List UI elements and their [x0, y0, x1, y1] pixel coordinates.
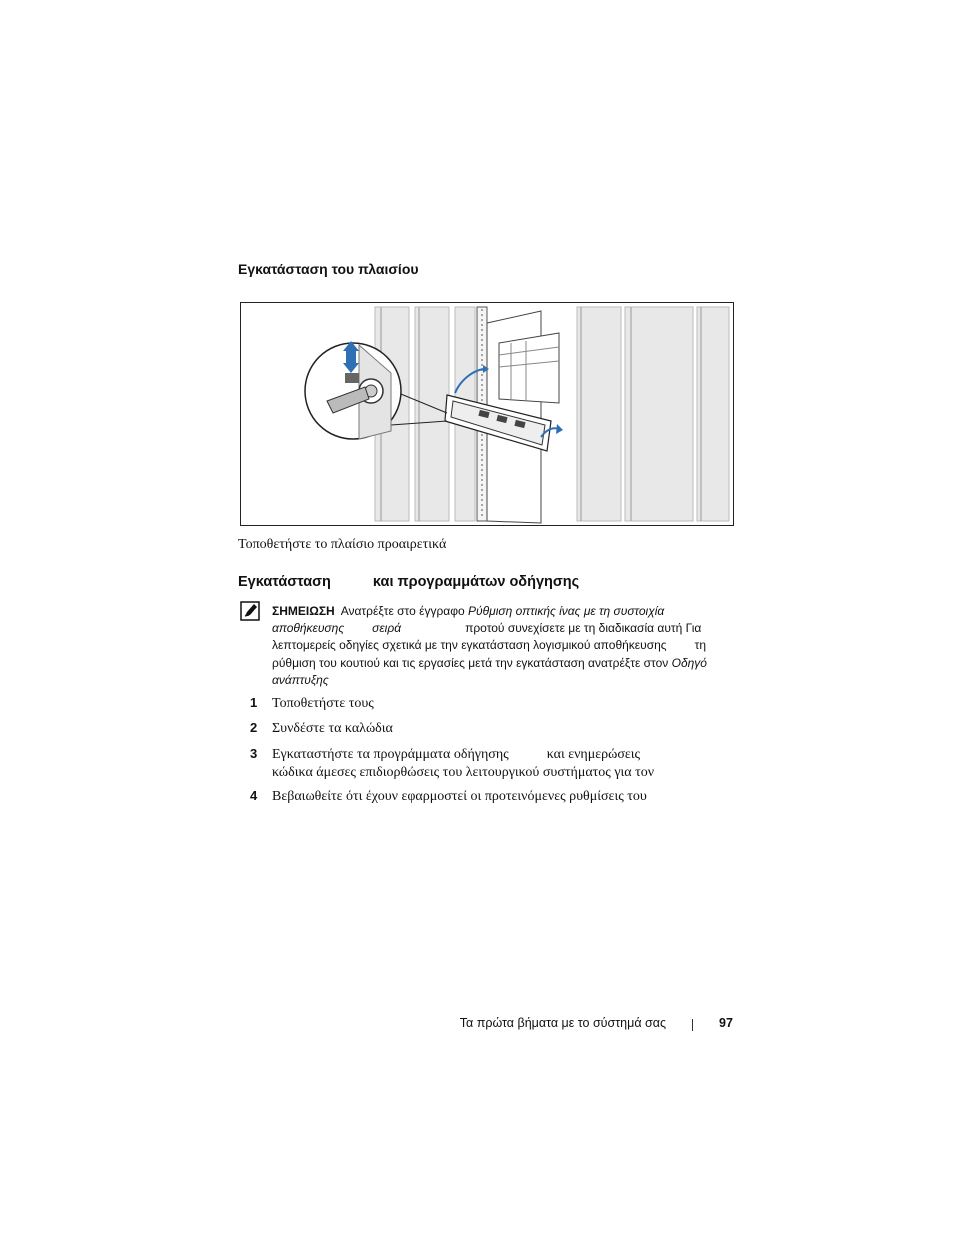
section-heading-bezel: Εγκατάσταση του πλαισίου [238, 261, 419, 277]
step-text: Συνδέστε τα καλώδια [272, 721, 393, 736]
note-block [272, 603, 734, 689]
note-doc-title: Ρύθμιση οπτικής ίνας με τη συστοιχία [468, 604, 665, 618]
note-doc-title-cont: αποθήκευσης [272, 621, 345, 636]
note-guide-title-cont: ανάπτυξης [272, 672, 329, 687]
step-text: Τοποθετήστε τους [272, 696, 374, 711]
footer-title: Τα πρώτα βήματα με το σύστημά σας [459, 1016, 666, 1030]
step-text: και ενημερώσεις [546, 747, 641, 762]
step-number: 3 [250, 746, 258, 761]
note-doc-series: σειρά [372, 621, 402, 636]
step-number: 2 [250, 720, 258, 735]
footer-divider [692, 1019, 693, 1031]
section-heading-software [238, 574, 579, 590]
list-item [250, 745, 654, 782]
heading-part-a: Εγκατάσταση [238, 574, 331, 590]
bezel-illustration-graphic [241, 303, 733, 525]
note-text: λεπτομερείς οδηγίες σχετικά με την εγκατάσταση λογισμικού αποθήκευσης [272, 638, 667, 653]
note-guide-title: Οδηγό [671, 655, 707, 670]
step-text-continued: κώδικα άμεσες επιδιορθώσεις του λειτουργικού συστήματος για τον [272, 765, 655, 780]
heading-part-b: και προγραμμάτων οδήγησης [372, 574, 580, 590]
figure-caption: Τοποθετήστε το πλαίσιο προαιρετικά [238, 537, 447, 552]
step-text: Εγκαταστήστε τα προγράμματα οδήγησης [272, 747, 509, 762]
step-text: Βεβαιωθείτε ότι έχουν εφαρμοστεί οι προτεινόμενες ρυθμίσεις του [272, 789, 647, 804]
note-text: ρύθμιση του κουτιού και τις εργασίες μετά την εγκατάσταση ανατρέξτε στον [272, 655, 672, 670]
list-item [250, 788, 647, 805]
page-number: 97 [719, 1016, 733, 1030]
note-text: τη [694, 638, 706, 653]
list-item [250, 720, 393, 737]
note-text: προτού συνεχίσετε με τη διαδικασία αυτή Για [465, 621, 702, 636]
step-number: 1 [250, 695, 258, 710]
note-text: Ανατρέξτε στο έγγραφο [340, 604, 469, 618]
note-label: ΣΗΜΕΙΩΣΗ [272, 604, 335, 618]
note-pencil-icon [240, 601, 260, 621]
list-item [250, 695, 374, 712]
step-number: 4 [250, 788, 258, 803]
bezel-installation-illustration [240, 302, 734, 526]
